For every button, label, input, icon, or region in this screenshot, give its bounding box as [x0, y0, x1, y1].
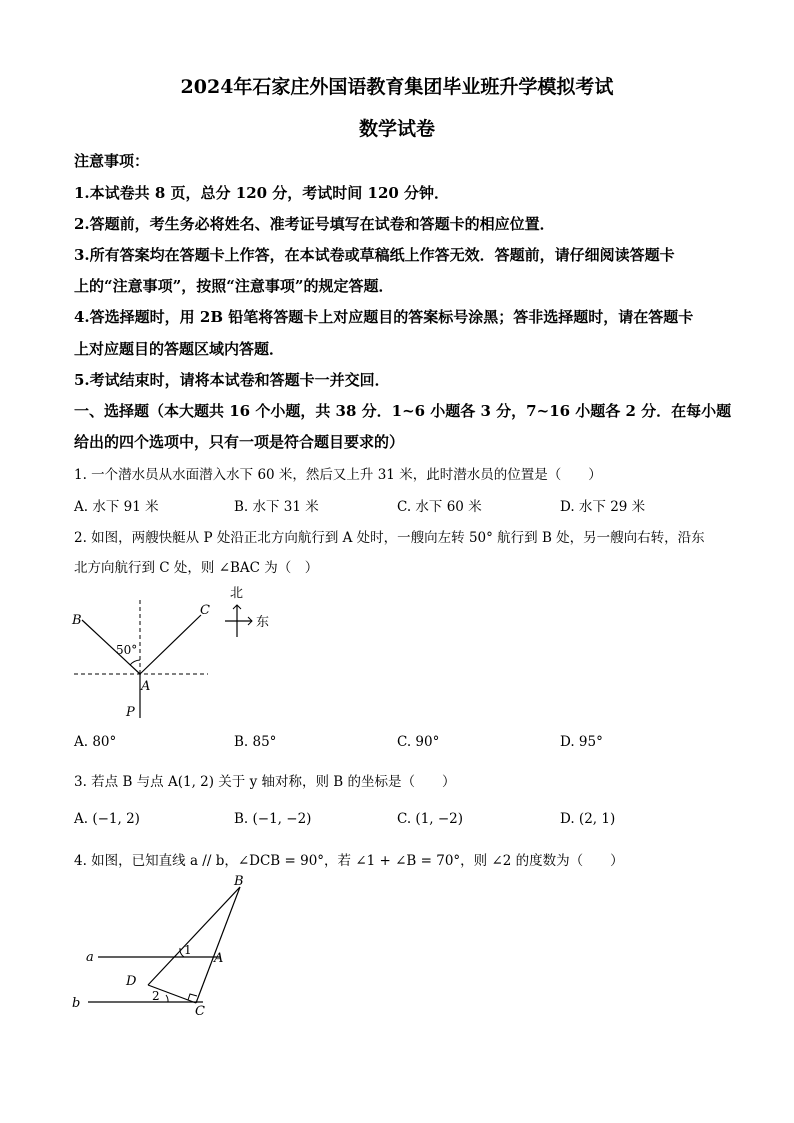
angle-arc	[130, 660, 140, 665]
q1-option-d: D. 水下 29 米	[560, 499, 646, 515]
note-item: 5.考试结束时，请将本试卷和答题卡一并交回．	[74, 371, 390, 389]
east-label: 东	[256, 615, 270, 630]
label-b: B	[72, 613, 82, 628]
q3-option-b: B. (−1, −2)	[234, 811, 312, 827]
angle2-label: 2	[152, 989, 160, 1003]
section-heading-cont: 给出的四个选项中，只有一项是符合题目要求的）	[74, 433, 405, 451]
note-item: 上对应题目的答题区域内答题．	[74, 340, 285, 358]
north-label: 北	[230, 586, 244, 601]
label-b: B	[234, 874, 244, 889]
line-a-label: a	[86, 950, 94, 965]
note-item: 4.答选择题时，用 2B 铅笔将答题卡上对应题目的答案标号涂黑；答非选择题时，请在答题卡	[74, 308, 694, 326]
q2-option-d: D. 95°	[560, 734, 603, 750]
q4-stem: 4. 如图，已知直线 a // b，∠DCB = 90°，若 ∠1 + ∠B = 70°，则 ∠2 的度数为（ ）	[74, 853, 624, 869]
q2-figure	[60, 580, 290, 725]
note-item: 上的“注意事项”，按照“注意事项”的规定答题．	[74, 277, 394, 295]
label-a: A	[141, 679, 151, 694]
angle-label: 50°	[116, 643, 138, 657]
label-c: C	[200, 603, 210, 618]
right-angle-mark	[188, 994, 197, 1000]
q1-option-c: C. 水下 60 米	[397, 499, 482, 515]
q3-option-c: C. (1, −2)	[397, 811, 464, 827]
path-ac	[140, 615, 201, 674]
q4-figure	[68, 870, 268, 1020]
label-p: P	[126, 705, 135, 720]
note-item: 3.所有答案均在答题卡上作答，在本试卷或草稿纸上作答无效．答题前，请仔细阅读答题卡	[74, 246, 675, 264]
section-heading: 一、选择题（本大题共 16 个小题，共 38 分．1~6 小题各 3 分，7~16 小题各 2 分．在每小题	[74, 402, 732, 420]
q1-option-b: B. 水下 31 米	[234, 499, 319, 515]
exam-subtitle: 数学试卷	[358, 118, 435, 140]
q2-option-a: A. 80°	[74, 734, 117, 750]
q1-option-a: A. 水下 91 米	[74, 499, 159, 515]
q3-option-a: A. (−1, 2)	[74, 811, 140, 827]
label-d: D	[126, 974, 137, 989]
note-item: 2.答题前，考生务必将姓名、准考证号填写在试卷和答题卡的相应位置．	[74, 215, 555, 233]
angle2-arc	[166, 995, 168, 1002]
angle1-label: 1	[184, 943, 192, 957]
segment-cb	[196, 887, 240, 1003]
label-a: A	[214, 951, 224, 966]
line-b-label: b	[72, 996, 81, 1011]
q2-option-c: C. 90°	[397, 734, 440, 750]
exam-title: 2024年石家庄外国语教育集团毕业班升学模拟考试	[180, 76, 614, 98]
q2-option-b: B. 85°	[234, 734, 277, 750]
notes-heading: 注意事项：	[74, 152, 150, 170]
q3-stem: 3. 若点 B 与点 A(1, 2) 关于 y 轴对称，则 B 的坐标是（ ）	[74, 774, 456, 790]
q3-option-d: D. (2, 1)	[560, 811, 616, 827]
q1-stem: 1. 一个潜水员从水面潜入水下 60 米，然后又上升 31 米，此时潜水员的位置是（ ）	[74, 467, 602, 483]
note-item: 1.本试卷共 8 页，总分 120 分，考试时间 120 分钟．	[74, 184, 450, 202]
segment-db	[148, 887, 240, 985]
label-c: C	[195, 1004, 205, 1019]
q2-stem-line2: 北方向航行到 C 处，则 ∠BAC 为（ ）	[74, 560, 319, 576]
q2-stem-line1: 2. 如图，两艘快艇从 P 处沿正北方向航行到 A 处时，一艘向左转 50° 航行到 B 处，另一艘向右转，沿东	[74, 530, 705, 546]
